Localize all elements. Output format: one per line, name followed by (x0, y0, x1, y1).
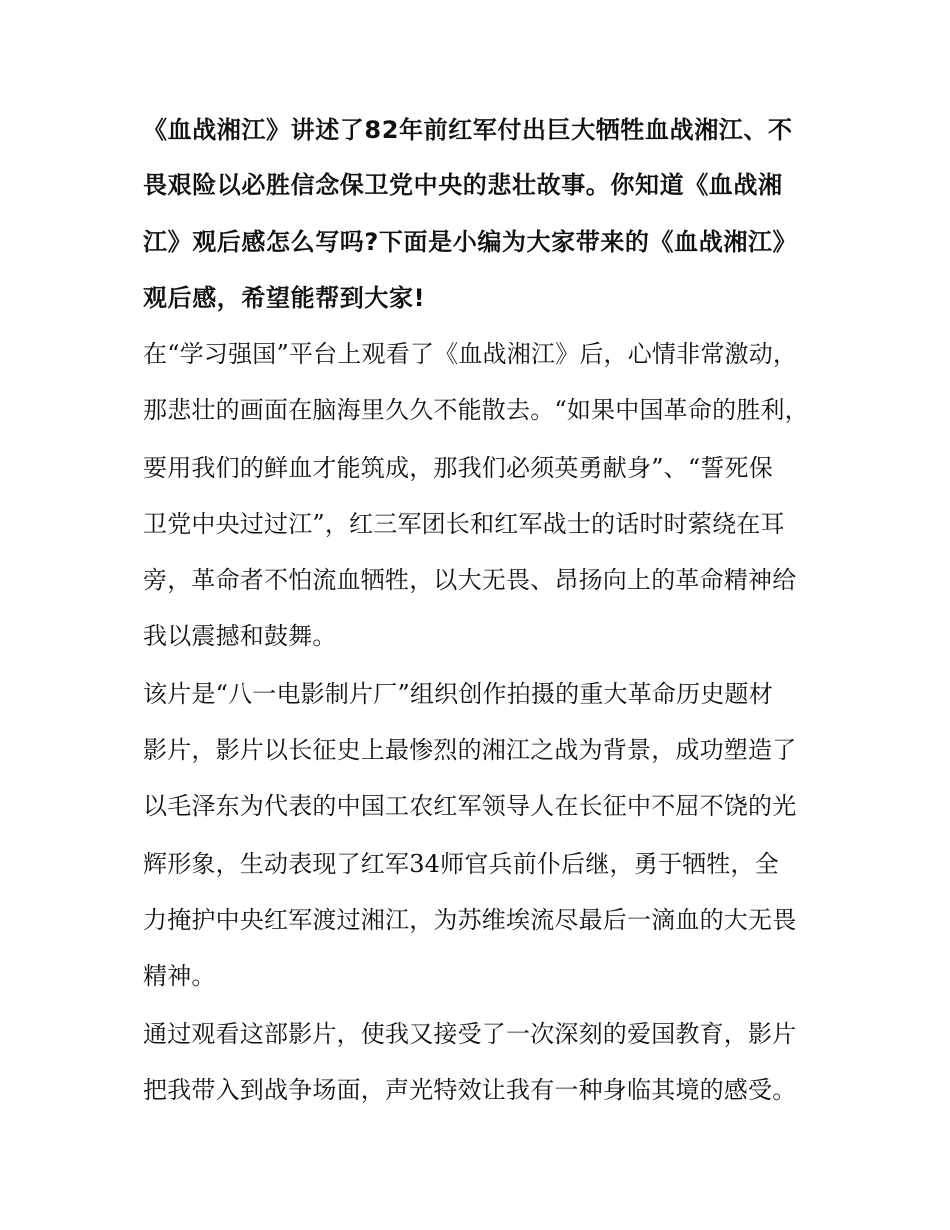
paragraph-1-line-3: 要用我们的鲜血才能筑成，那我们必须英勇献身”、“誓死保 (143, 454, 773, 482)
paragraph-2-line-4: 辉形象，生动表现了红军34师官兵前仆后继，勇于牺牲，全 (143, 850, 779, 878)
paragraph-2-line-5: 力掩护中央红军渡过湘江，为苏维埃流尽最后一滴血的大无畏 (143, 906, 797, 934)
paragraph-1-line-2: 那悲壮的画面在脑海里久久不能散去。“如果中国革命的胜利， (143, 396, 809, 424)
paragraph-1-line-1: 在“学习强国”平台上观看了《血战湘江》后，心情非常激动， (143, 340, 798, 368)
intro-line-1: 《血战湘江》讲述了82年前红军付出巨大牺牲血战湘江、不 (143, 116, 793, 144)
paragraph-1-line-4: 卫党中央过过江”，红三军团长和红军战士的话时时萦绕在耳 (143, 510, 785, 538)
paragraph-3-line-1: 通过观看这部影片，使我又接受了一次深刻的爱国教育，影片 (143, 1020, 797, 1048)
paragraph-2-line-2: 影片，影片以长征史上最惨烈的湘江之战为背景，成功塑造了 (143, 736, 797, 764)
intro-line-2: 畏艰险以必胜信念保卫党中央的悲壮故事。你知道《血战湘 (143, 171, 783, 199)
intro-line-4: 观后感，希望能帮到大家! (143, 284, 426, 312)
paragraph-1-line-6: 我以震撼和鼓舞。 (143, 622, 337, 650)
paragraph-1-line-5: 旁，革命者不怕流血牺牲，以大无畏、昂扬向上的革命精神给 (143, 566, 797, 594)
paragraph-2-line-1: 该片是“八一电影制片厂”组织创作拍摄的重大革命历史题材 (143, 680, 773, 708)
paragraph-2-line-6: 精神。 (143, 962, 216, 990)
paragraph-3-line-2: 把我带入到战争场面，声光特效让我有一种身临其境的感受。 (143, 1076, 797, 1104)
intro-line-3: 江》观后感怎么写吗?下面是小编为大家带来的《血战湘江》 (143, 228, 798, 256)
paragraph-2-line-3: 以毛泽东为代表的中国工农红军领导人在长征中不屈不饶的光 (143, 792, 797, 820)
